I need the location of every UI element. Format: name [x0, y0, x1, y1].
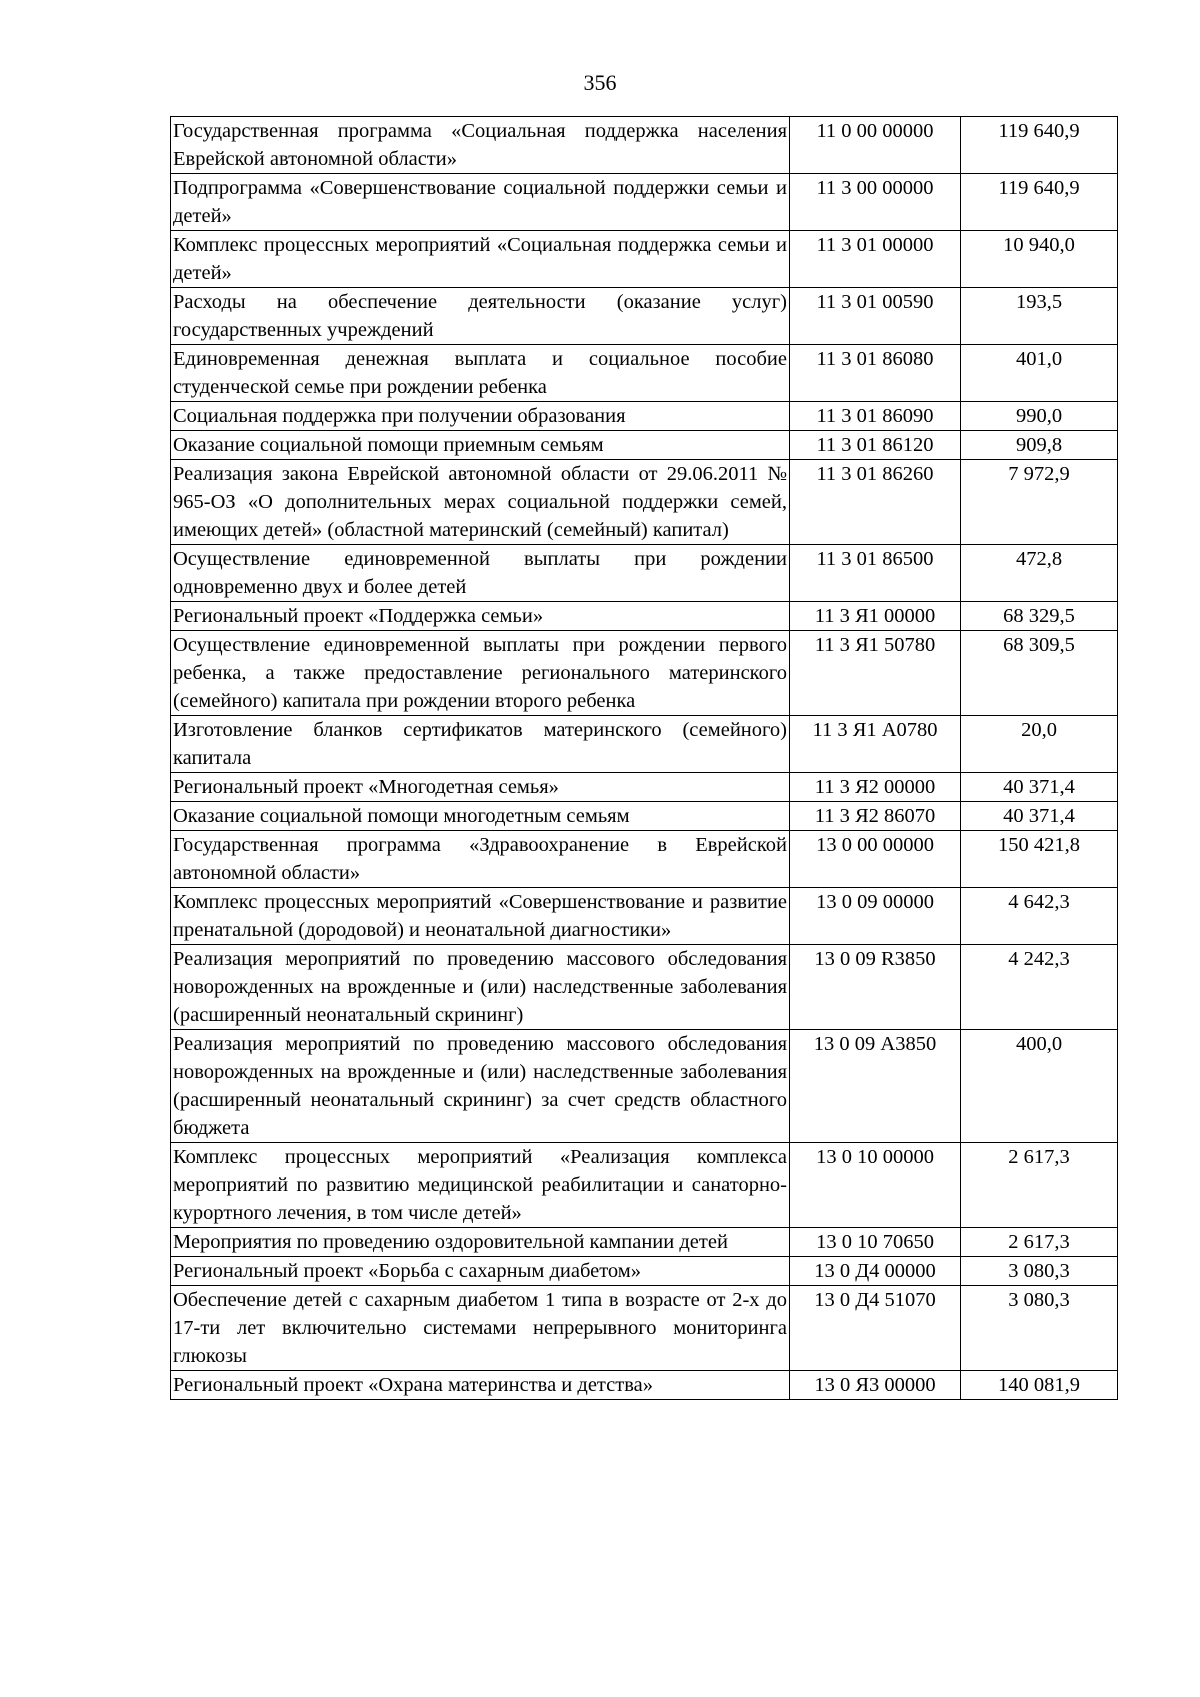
row-code: 11 3 01 86080	[790, 345, 961, 402]
row-code: 11 3 01 00000	[790, 231, 961, 288]
table-row	[171, 1286, 1118, 1371]
row-name: Региональный проект «Многодетная семья»	[171, 773, 790, 802]
row-code: 13 0 09 R3850	[790, 945, 961, 1030]
row-name: Единовременная денежная выплата и социальное пособие студенческой семье при рождении ребенка	[171, 345, 790, 402]
table-row	[171, 631, 1118, 716]
row-code: 13 0 09 А3850	[790, 1030, 961, 1143]
row-sum: 2 617,3	[961, 1228, 1118, 1257]
row-name: Оказание социальной помощи приемным семьям	[171, 431, 790, 460]
row-code: 11 3 00 00000	[790, 174, 961, 231]
table-row	[171, 888, 1118, 945]
row-name: Расходы на обеспечение деятельности (оказание услуг) государственных учреждений	[171, 288, 790, 345]
table-row	[171, 117, 1118, 174]
row-sum: 20,0	[961, 716, 1118, 773]
row-name: Комплекс процессных мероприятий «Совершенствование и развитие пренатальной (дородовой) и неонатальной диагностики»	[171, 888, 790, 945]
row-sum: 4 242,3	[961, 945, 1118, 1030]
row-code: 11 3 01 86090	[790, 402, 961, 431]
row-sum: 40 371,4	[961, 773, 1118, 802]
table-row	[171, 1143, 1118, 1228]
table-row	[171, 460, 1118, 545]
row-code: 13 0 Я3 00000	[790, 1371, 961, 1400]
table-row	[171, 174, 1118, 231]
table-row	[171, 773, 1118, 802]
row-code: 11 3 01 86260	[790, 460, 961, 545]
row-name: Комплекс процессных мероприятий «Социальная поддержка семьи и детей»	[171, 231, 790, 288]
row-sum: 119 640,9	[961, 174, 1118, 231]
table-row	[171, 1371, 1118, 1400]
table-row	[171, 402, 1118, 431]
row-name: Государственная программа «Социальная поддержка населения Еврейской автономной области»	[171, 117, 790, 174]
budget-table-body	[171, 117, 1118, 1400]
row-name: Подпрограмма «Совершенствование социальной поддержки семьи и детей»	[171, 174, 790, 231]
row-sum: 140 081,9	[961, 1371, 1118, 1400]
table-row	[171, 602, 1118, 631]
row-code: 13 0 09 00000	[790, 888, 961, 945]
table-row	[171, 1257, 1118, 1286]
row-name: Региональный проект «Борьба с сахарным диабетом»	[171, 1257, 790, 1286]
row-sum: 40 371,4	[961, 802, 1118, 831]
row-name: Обеспечение детей с сахарным диабетом 1 типа в возрасте от 2-х до 17-ти лет включительно системами непрерывного мониторинга глюкозы	[171, 1286, 790, 1371]
table-row	[171, 545, 1118, 602]
row-sum: 68 329,5	[961, 602, 1118, 631]
row-sum: 68 309,5	[961, 631, 1118, 716]
page-number: 356	[583, 70, 617, 95]
row-sum: 10 940,0	[961, 231, 1118, 288]
row-name: Региональный проект «Поддержка семьи»	[171, 602, 790, 631]
row-sum: 150 421,8	[961, 831, 1118, 888]
row-name: Реализация закона Еврейской автономной области от 29.06.2011 № 965-ОЗ «О дополнительных мерах социальной поддержки семей, имеющих детей» (областной материнский (семейный) капитал)	[171, 460, 790, 545]
row-sum: 4 642,3	[961, 888, 1118, 945]
row-code: 13 0 10 70650	[790, 1228, 961, 1257]
row-code: 13 0 Д4 51070	[790, 1286, 961, 1371]
row-code: 11 3 01 86120	[790, 431, 961, 460]
table-row	[171, 802, 1118, 831]
table-row	[171, 1228, 1118, 1257]
row-name: Региональный проект «Охрана материнства и детства»	[171, 1371, 790, 1400]
row-code: 11 3 01 00590	[790, 288, 961, 345]
row-name: Реализация мероприятий по проведению массового обследования новорожденных на врожденные и (или) наследственные заболевания (расширенный неонатальный скрининг) за счет средств областного бюджета	[171, 1030, 790, 1143]
table-row	[171, 1030, 1118, 1143]
row-code: 11 3 Я1 50780	[790, 631, 961, 716]
row-code: 11 3 Я2 00000	[790, 773, 961, 802]
table-row	[171, 831, 1118, 888]
row-sum: 401,0	[961, 345, 1118, 402]
budget-table	[170, 116, 1118, 1400]
row-name: Осуществление единовременной выплаты при рождении первого ребенка, а также предоставление регионального материнского (семейного) капитала при рождении второго ребенка	[171, 631, 790, 716]
row-name: Социальная поддержка при получении образования	[171, 402, 790, 431]
row-code: 11 0 00 00000	[790, 117, 961, 174]
row-name: Осуществление единовременной выплаты при рождении одновременно двух и более детей	[171, 545, 790, 602]
row-sum: 193,5	[961, 288, 1118, 345]
row-code: 13 0 10 00000	[790, 1143, 961, 1228]
row-sum: 3 080,3	[961, 1257, 1118, 1286]
row-name: Реализация мероприятий по проведению массового обследования новорожденных на врожденные и (или) наследственные заболевания (расширенный неонатальный скрининг)	[171, 945, 790, 1030]
row-sum: 119 640,9	[961, 117, 1118, 174]
row-sum: 3 080,3	[961, 1286, 1118, 1371]
table-row	[171, 431, 1118, 460]
row-name: Оказание социальной помощи многодетным семьям	[171, 802, 790, 831]
row-name: Комплекс процессных мероприятий «Реализация комплекса мероприятий по развитию медицинской реабилитации и санаторно-курортного лечения, в том числе детей»	[171, 1143, 790, 1228]
row-code: 13 0 00 00000	[790, 831, 961, 888]
row-sum: 7 972,9	[961, 460, 1118, 545]
row-sum: 909,8	[961, 431, 1118, 460]
row-name: Изготовление бланков сертификатов материнского (семейного) капитала	[171, 716, 790, 773]
row-code: 11 3 Я1 А0780	[790, 716, 961, 773]
row-sum: 400,0	[961, 1030, 1118, 1143]
row-code: 11 3 01 86500	[790, 545, 961, 602]
row-sum: 472,8	[961, 545, 1118, 602]
row-sum: 2 617,3	[961, 1143, 1118, 1228]
row-code: 13 0 Д4 00000	[790, 1257, 961, 1286]
table-row	[171, 288, 1118, 345]
table-row	[171, 716, 1118, 773]
table-row	[171, 945, 1118, 1030]
table-row	[171, 231, 1118, 288]
row-sum: 990,0	[961, 402, 1118, 431]
row-code: 11 3 Я1 00000	[790, 602, 961, 631]
row-name: Мероприятия по проведению оздоровительной кампании детей	[171, 1228, 790, 1257]
table-row	[171, 345, 1118, 402]
row-code: 11 3 Я2 86070	[790, 802, 961, 831]
row-name: Государственная программа «Здравоохранение в Еврейской автономной области»	[171, 831, 790, 888]
